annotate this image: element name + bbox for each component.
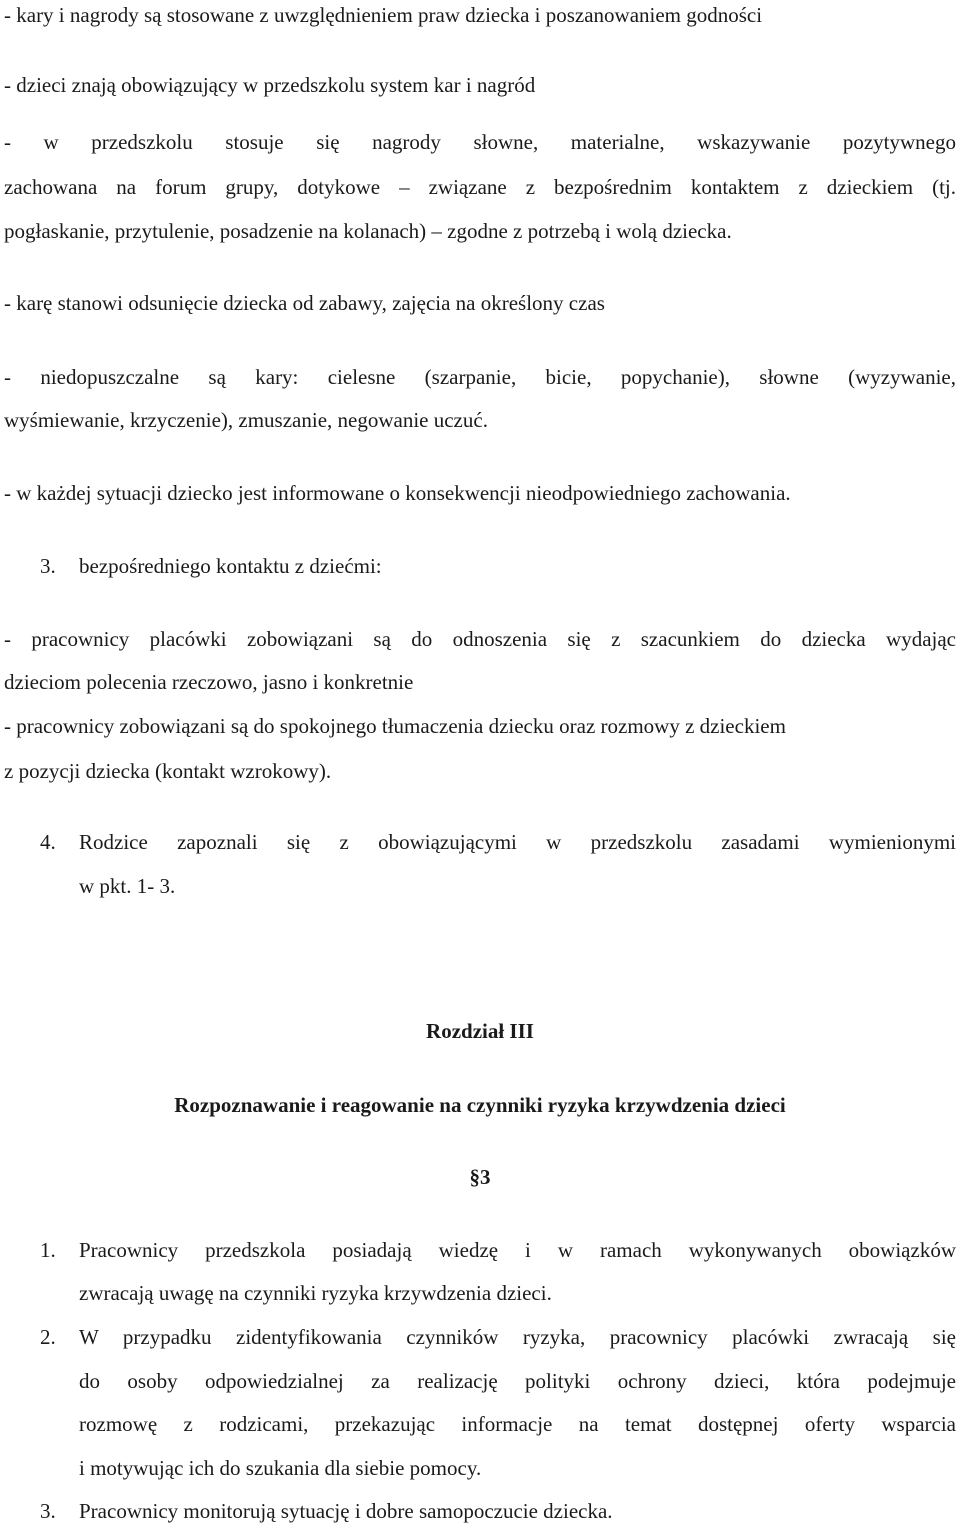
text-line: - niedopuszczalne są kary: cielesne (szarpanie, bicie, popychanie), słowne (wyzywanie, [4,365,956,389]
text-line: - w przedszkolu stosuje się nagrody słowne, materialne, wskazywanie pozytywnego [4,130,956,154]
text-line: zachowana na forum grupy, dotykowe – związane z bezpośrednim kontaktem z dzieckiem (tj. [4,175,956,199]
list-number: 4. [40,830,56,854]
text-line: pogłaskanie, przytulenie, posadzenie na kolanach) – zgodne z potrzebą i wolą dziecka. [4,219,732,243]
text-line: do osoby odpowiedzialnej za realizację polityki ochrony dzieci, która podejmuje [79,1369,956,1393]
text-line: zwracają uwagę na czynniki ryzyka krzywdzenia dzieci. [79,1281,552,1305]
text-line: wyśmiewanie, krzyczenie), zmuszanie, negowanie uczuć. [4,408,488,432]
chapter-title: Rozdział III [426,1019,534,1043]
text-line: - w każdej sytuacji dziecko jest informowane o konsekwencji nieodpowiedniego zachowania. [4,481,791,505]
paragraph-number: §3 [469,1165,491,1189]
list-number: 3. [40,554,56,578]
text-line: - dzieci znają obowiązujący w przedszkolu system kar i nagród [4,73,536,97]
text-line: Pracownicy przedszkola posiadają wiedzę i w ramach wykonywanych obowiązków [79,1238,956,1262]
chapter-subtitle: Rozpoznawanie i reagowanie na czynniki ryzyka krzywdzenia dzieci [174,1093,786,1117]
list-number: 2. [40,1325,56,1349]
list-number: 3. [40,1499,56,1523]
text-line: - kary i nagrody są stosowane z uwzględnieniem praw dziecka i poszanowaniem godności [4,3,763,27]
text-line: rozmowę z rodzicami, przekazując informacje na temat dostępnej oferty wsparcia [79,1412,956,1436]
text-line: z pozycji dziecka (kontakt wzrokowy). [4,759,332,783]
text-line: Pracownicy monitorują sytuację i dobre samopoczucie dziecka. [79,1499,613,1523]
text-line: w pkt. 1- 3. [79,874,176,898]
text-line: i motywując ich do szukania dla siebie pomocy. [79,1456,482,1480]
text-line: Rodzice zapoznali się z obowiązującymi w przedszkolu zasadami wymienionymi [79,830,956,854]
text-line: dzieciom polecenia rzeczowo, jasno i konkretnie [4,670,414,694]
text-line: - pracownicy placówki zobowiązani są do odnoszenia się z szacunkiem do dziecka wydając [4,627,956,651]
text-line: - karę stanowi odsunięcie dziecka od zabawy, zajęcia na określony czas [4,291,605,315]
text-line: - pracownicy zobowiązani są do spokojnego tłumaczenia dziecku oraz rozmowy z dzieckiem [4,714,786,738]
list-number: 1. [40,1238,56,1262]
item-heading: bezpośredniego kontaktu z dziećmi: [79,554,382,578]
text-line: W przypadku zidentyfikowania czynników ryzyka, pracownicy placówki zwracają się [79,1325,956,1349]
